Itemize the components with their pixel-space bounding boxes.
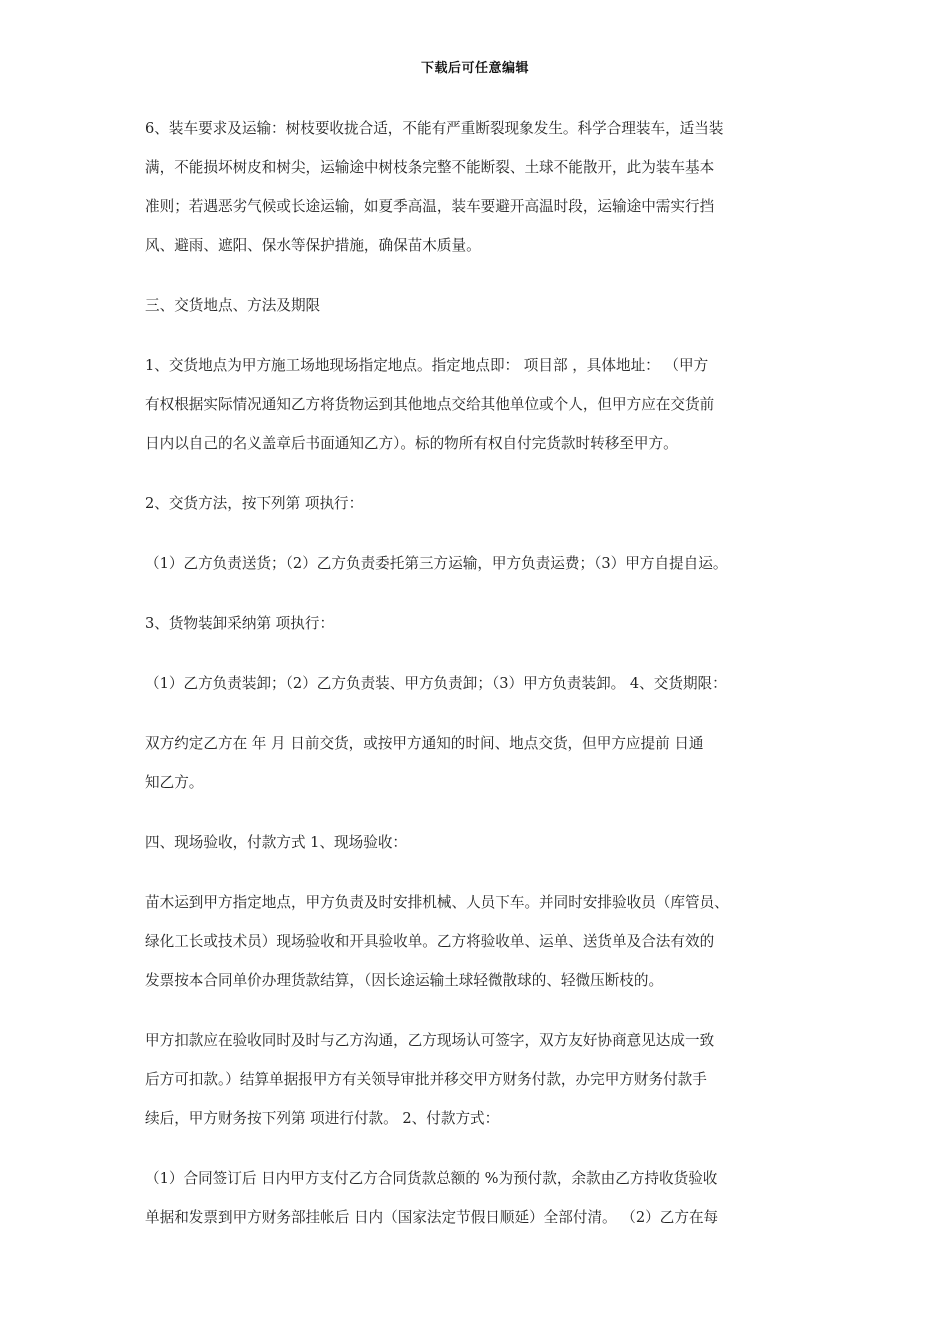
text-line: 绿化工长或技术员）现场验收和开具验收单。乙方将验收单、运单、送货单及合法有效的 (145, 933, 715, 950)
text-line: （1）合同签订后 日内甲方支付乙方合同货款总额的 %为预付款，余款由乙方持收货验收 (145, 1170, 718, 1187)
text-line: （1）乙方负责送货；（2）乙方负责委托第三方运输，甲方负责运费；（3）甲方自提自运。 (145, 555, 728, 572)
paragraph (145, 604, 825, 643)
paragraph (145, 883, 825, 1000)
text-line: 续后，甲方财务按下列第 项进行付款。 2、付款方式： (145, 1110, 500, 1127)
text-line: 后方可扣款。）结算单据报甲方有关领导审批并移交甲方财务付款，办完甲方财务付款手 (145, 1071, 707, 1088)
text-line: 6、装车要求及运输：树枝要收拢合适，不能有严重断裂现象发生。科学合理装车，适当装 (145, 120, 724, 137)
paragraph (145, 544, 825, 583)
text-line: 单据和发票到甲方财务部挂帐后 日内（国家法定节假日顺延）全部付清。 （2）乙方在每 (145, 1209, 719, 1226)
text-line: 苗木运到甲方指定地点，甲方负责及时安排机械、人员下车。并同时安排验收员（库管员、 (145, 894, 729, 911)
text-line: 甲方扣款应在验收同时及时与乙方沟通，乙方现场认可签字，双方友好协商意见达成一致 (145, 1032, 715, 1049)
text-line: 有权根据实际情况通知乙方将货物运到其他地点交给其他单位或个人，但甲方应在交货前 (145, 396, 715, 413)
text-line: 1、交货地点为甲方施工场地现场指定地点。指定地点即： 项目部 ，具体地址： （甲方 (145, 357, 709, 374)
document-body (145, 109, 825, 1258)
text-line: 日内以自己的名义盖章后书面通知乙方）。标的物所有权自付完货款时转移至甲方。 (145, 435, 678, 452)
text-line: 3、货物装卸采纳第 项执行： (145, 615, 335, 632)
paragraph (145, 1021, 825, 1138)
paragraph (145, 724, 825, 802)
text-line: （1）乙方负责装卸；（2）乙方负责装、甲方负责卸；（3）甲方负责装卸。 4、交货期限： (145, 675, 727, 692)
paragraph (145, 286, 825, 325)
text-line: 双方约定乙方在 年 月 日前交货，或按甲方通知的时间、地点交货，但甲方应提前 日通 (145, 735, 704, 752)
text-line: 2、交货方法，按下列第 项执行： (145, 495, 364, 512)
text-line: 三、交货地点、方法及期限 (145, 297, 321, 314)
text-line: 准则；若遇恶劣气候或长途运输，如夏季高温，装车要避开高温时段，运输途中需实行挡 (145, 198, 715, 215)
paragraph (145, 1159, 825, 1237)
text-line: 四、现场验收，付款方式 1、现场验收： (145, 834, 408, 851)
paragraph (145, 484, 825, 523)
text-line: 风、避雨、遮阳、保水等保护措施，确保苗木质量。 (145, 237, 481, 254)
paragraph (145, 346, 825, 463)
paragraph (145, 823, 825, 862)
paragraph (145, 664, 825, 703)
page-header: 下载后可任意编辑 (420, 61, 529, 76)
text-line: 发票按本合同单价办理货款结算，（因长途运输土球轻微散球的、轻微压断枝的。 (145, 972, 664, 989)
paragraph (145, 109, 825, 265)
text-line: 满，不能损坏树皮和树尖，运输途中树枝条完整不能断裂、土球不能散开，此为装车基本 (145, 159, 715, 176)
text-line: 知乙方。 (145, 774, 204, 791)
